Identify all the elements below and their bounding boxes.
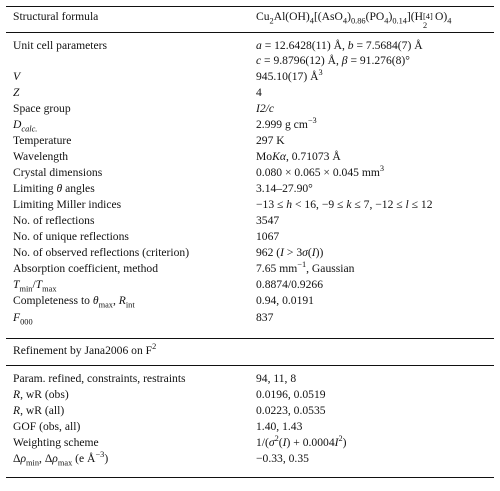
dcalc-label: $D_{calc.}$ <box>13 118 38 134</box>
space-group-label: Space group <box>13 102 71 115</box>
table-bottom-rule <box>6 477 494 478</box>
header-rule <box>6 32 494 33</box>
unit-cell-label: Unit cell parameters <box>13 39 107 52</box>
completeness-label: Completeness to $\theta_{max}$, $R_{int}$ <box>13 294 135 310</box>
absorption-value: 7.65 $mm^{-1}$, Gaussian <box>256 260 355 275</box>
params-label: Param. refined, constraints, restraints <box>13 372 186 385</box>
temperature-label: Temperature <box>13 134 72 147</box>
r-all-label: R, wR (all) <box>13 404 65 417</box>
section-rule-1 <box>6 338 494 339</box>
f000-label: $F_{000}$ <box>13 311 33 327</box>
structural-formula: $Cu_2Al(OH)_4[(AsO_4)_{0.86}(PO_4)_{0.14}](H$ [4] 2 $O)_4$ <box>256 10 452 30</box>
z-value: 4 <box>256 86 262 99</box>
row-weighting <box>0 435 500 450</box>
unit-cell-line1: a = 12.6428(11) Å, b = 7.5684(7) Å <box>256 39 423 52</box>
row-miller-indices <box>0 197 500 212</box>
transmission-value: 0.8874/0.9266 <box>256 278 323 291</box>
observed-reflections-value: 962 (I > 3σ(I)) <box>256 246 324 259</box>
theta-angles-value: 3.14–27.90° <box>256 182 313 195</box>
row-wavelength <box>0 149 500 164</box>
delta-rho-value: −0.33, 0.35 <box>256 452 309 465</box>
row-absorption <box>0 261 500 276</box>
row-dcalc <box>0 117 500 132</box>
row-r-obs <box>0 387 500 402</box>
crystal-dimensions-label: Crystal dimensions <box>13 166 103 179</box>
unique-reflections-value: 1067 <box>256 230 280 243</box>
wavelength-value: MoKα, 0.71073 Å <box>256 150 341 163</box>
unique-reflections-label: No. of unique reflections <box>13 230 129 243</box>
row-observed-reflections <box>0 245 500 260</box>
transmission-label: $T_{min}/T_{max}$ <box>13 278 57 294</box>
row-gof <box>0 419 500 434</box>
reflections-label: No. of reflections <box>13 214 95 227</box>
row-unit-cell-2 <box>0 53 500 68</box>
space-group-value: I2/c <box>256 102 275 115</box>
volume-value: 945.10(17) $Å^3$ <box>256 68 323 83</box>
row-temperature <box>0 133 500 148</box>
gof-value: 1.40, 1.43 <box>256 420 303 433</box>
observed-reflections-label: No. of observed reflections (criterion) <box>13 246 190 259</box>
weighting-label: Weighting scheme <box>13 436 99 449</box>
temperature-value: 297 K <box>256 134 285 147</box>
miller-indices-value: −13 ≤ h < 16, −9 ≤ k ≤ 7, −12 ≤ l ≤ 12 <box>256 198 433 211</box>
absorption-label: Absorption coefficient, method <box>13 262 158 275</box>
row-transmission <box>0 277 500 292</box>
row-delta-rho <box>0 451 500 466</box>
r-obs-value: 0.0196, 0.0519 <box>256 388 326 401</box>
row-completeness <box>0 293 500 308</box>
weighting-value: $1/(\sigma^2(I) + 0.0004I^2)$ <box>256 434 347 449</box>
params-value: 94, 11, 8 <box>256 372 297 385</box>
theta-angles-label: Limiting θ angles <box>13 182 95 195</box>
row-volume <box>0 69 500 84</box>
f000-value: 837 <box>256 311 274 324</box>
row-unique-reflections <box>0 229 500 244</box>
table-header-row <box>0 9 500 30</box>
miller-indices-label: Limiting Miller indices <box>13 198 122 211</box>
row-r-all <box>0 403 500 418</box>
row-params <box>0 371 500 386</box>
z-label: Z <box>13 86 20 99</box>
section-rule-2 <box>6 365 494 366</box>
row-z <box>0 85 500 100</box>
wavelength-label: Wavelength <box>13 150 69 163</box>
row-unit-cell <box>0 38 500 53</box>
delta-rho-label: $\Delta\rho_{min}$, $\Delta\rho_{max}$ (e $Å^{-3}$) <box>13 450 109 468</box>
gof-label: GOF (obs, all) <box>13 420 81 433</box>
volume-label: V <box>13 70 21 83</box>
reflections-value: 3547 <box>256 214 280 227</box>
header-label: Structural formula <box>13 10 99 23</box>
table-top-rule <box>6 6 494 7</box>
dcalc-value: 2.999 g $cm^{-3}$ <box>256 116 317 131</box>
row-crystal-dimensions <box>0 165 500 180</box>
crystal-dimensions-value: 0.080 × 0.065 × 0.045 $mm^3$ <box>256 164 385 179</box>
row-f000 <box>0 310 500 325</box>
row-theta-angles <box>0 181 500 196</box>
refinement-title-row <box>0 343 500 358</box>
refinement-title: Refinement by Jana2006 on $F^2$ <box>13 342 157 357</box>
r-obs-label: R, wR (obs) <box>13 388 69 401</box>
r-all-value: 0.0223, 0.0535 <box>256 404 326 417</box>
row-space-group <box>0 101 500 116</box>
completeness-value: 0.94, 0.0191 <box>256 294 314 307</box>
row-reflections <box>0 213 500 228</box>
unit-cell-line2: c = 9.8796(12) Å, β = 91.276(8)° <box>256 54 410 67</box>
